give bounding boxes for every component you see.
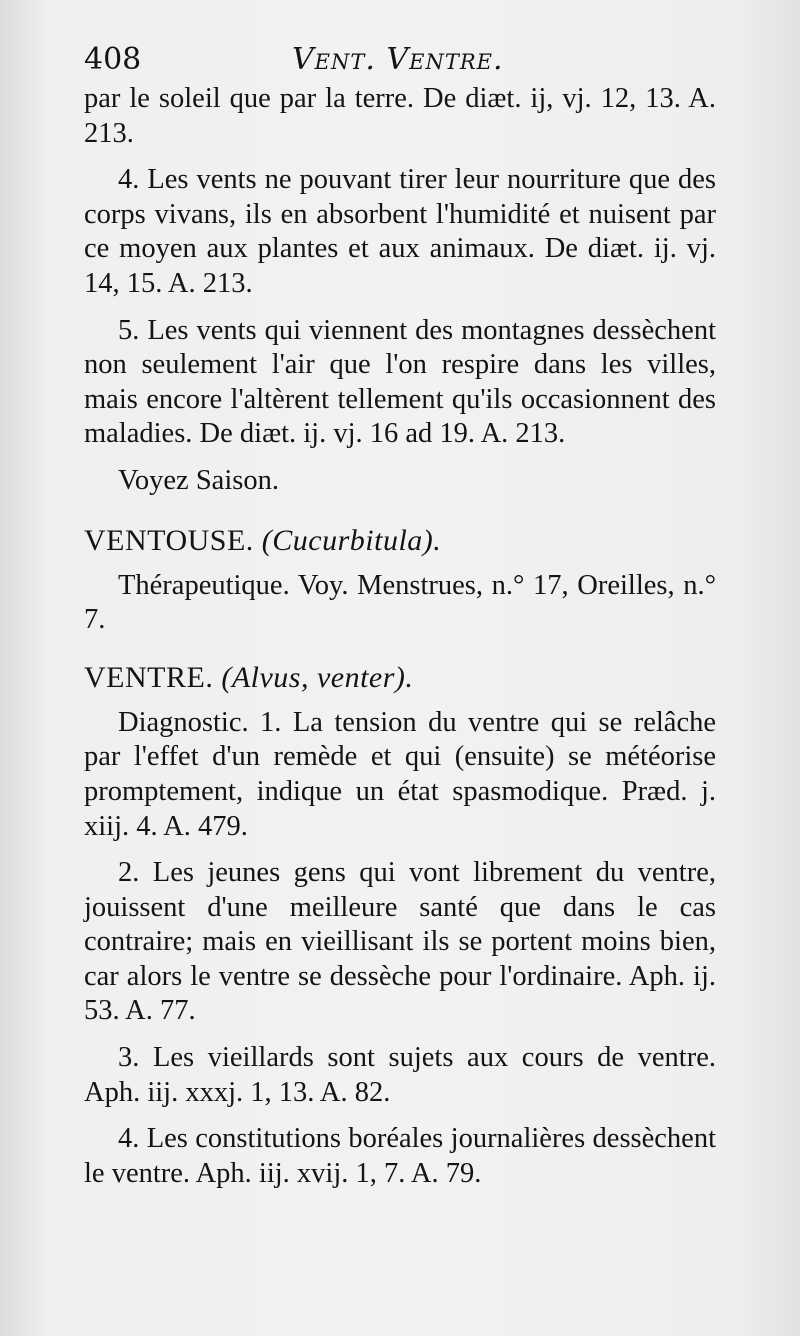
entry-heading-ventouse xyxy=(84,523,716,559)
paragraph-continuation: par le soleil que par la terre. De diæt. ij, vj. 12, 13. A. 213. xyxy=(84,83,716,149)
paragraph-ventre-2: 2. Les jeunes gens qui vont librement du ventre, jouissent d'une meilleure santé que dans le cas contraire; mais en vieillisant ils se portent moins bien, car alors le ventre se dessèche pour l'ordinaire. Aph. ij. 53. A. 77. xyxy=(84,857,716,1027)
body-text xyxy=(84,82,716,1191)
ventouse-title: VENTOUSE. xyxy=(84,523,254,557)
ventre-title: VENTRE. xyxy=(84,660,214,694)
paragraph-vent-4: 4. Les vents ne pouvant tirer leur nourriture que des corps vivans, ils en absorbent l'humidité et nuisent par ce moyen aux plantes et aux animaux. De diæt. ij. vj. 14, 15. A. 213. xyxy=(84,164,716,299)
ventouse-cross-reference: Thérapeutique. Voy. Menstrues, n.° 17, Oreilles, n.° 7. xyxy=(84,569,716,636)
ventouse-latin-name: (Cucurbitula). xyxy=(261,523,442,557)
entry-heading-ventre xyxy=(84,660,716,696)
running-title: Vent. Ventre. xyxy=(292,42,504,77)
ventre-latin-name: (Alvus, venter). xyxy=(221,660,414,694)
paragraph-vent-5: 5. Les vents qui viennent des montagnes dessèchent non seulement l'air que l'on respire dans les villes, mais encore l'altèrent tellement qu'ils occasionnent des maladies. De diæt. ij. vj. 16 ad 19. A. 213. xyxy=(84,314,716,450)
see-also-reference: Voyez Saison. xyxy=(118,464,279,496)
paragraph-ventre-1: Diagnostic. 1. La tension du ventre qui se relâche par l'effet d'un remède et qui (ensuite) se météorise promptement, indique un état spasmodique. Præd. j. xiij. 4. A. 479. xyxy=(84,706,716,842)
running-head xyxy=(84,38,716,82)
page-number: 408 xyxy=(84,42,142,77)
paragraph-ventre-3: 3. Les vieillards sont sujets aux cours de ventre. Aph. iij. xxxj. 1, 13. A. 82. xyxy=(84,1042,716,1108)
paragraph-ventre-4: 4. Les constitutions boréales journalières dessèchent le ventre. Aph. iij. xvij. 1, 7. A. 79. xyxy=(84,1123,716,1189)
